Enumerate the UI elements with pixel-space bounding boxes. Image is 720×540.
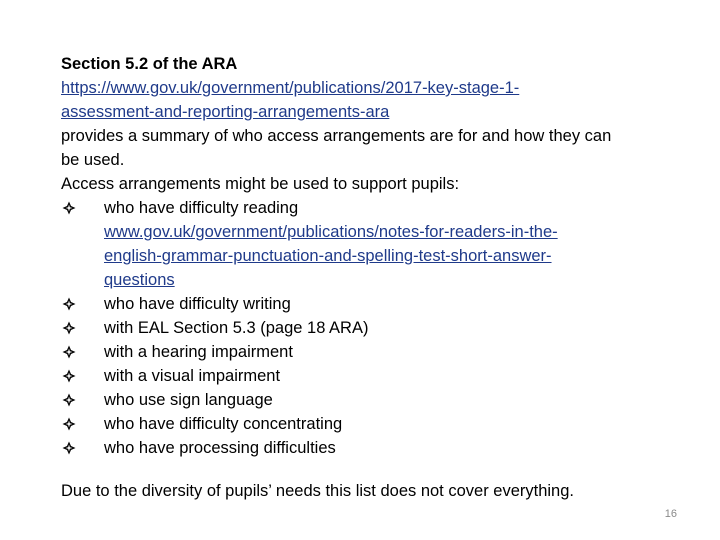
ara-link-line-1[interactable]: https://www.gov.uk/government/publications/2017-key-stage-1-: [61, 79, 520, 97]
list-item: [61, 436, 681, 460]
bullet-text: who use sign language: [104, 391, 273, 409]
diamond-star-bullet-icon: [61, 412, 77, 436]
bullet-text: who have difficulty writing: [104, 295, 291, 313]
bullet-text: who have processing difficulties: [104, 439, 336, 457]
diamond-star-bullet-icon: [61, 196, 77, 220]
ara-link-line-2[interactable]: assessment-and-reporting-arrangements-ara: [61, 103, 390, 121]
list-item: [61, 292, 681, 316]
bullet-text: who have difficulty concentrating: [104, 415, 343, 433]
page-number: 16: [664, 508, 677, 520]
list-item: [61, 196, 681, 292]
diamond-star-bullet-icon: [61, 340, 77, 364]
summary-text-line-2: be used.: [61, 151, 125, 169]
bullet-text: with a hearing impairment: [104, 343, 293, 361]
list-item: [61, 364, 681, 388]
diamond-star-bullet-icon: [61, 316, 77, 340]
diamond-star-bullet-icon: [61, 364, 77, 388]
diamond-star-bullet-icon: [61, 388, 77, 412]
diamond-star-bullet-icon: [61, 436, 77, 460]
readers-notes-link-line-1[interactable]: www.gov.uk/government/publications/notes-for-readers-in-the-: [104, 223, 558, 241]
list-item: [61, 316, 681, 340]
readers-notes-link-line-3[interactable]: questions: [104, 271, 175, 289]
section-title: Section 5.2 of the ARA: [61, 55, 238, 73]
intro-text: Access arrangements might be used to support pupils:: [61, 175, 460, 193]
bullet-text: with EAL Section 5.3 (page 18 ARA): [104, 319, 369, 337]
list-item: [61, 388, 681, 412]
bullet-text: who have difficulty reading: [104, 199, 299, 217]
footer-note: Due to the diversity of pupils’ needs this list does not cover everything.: [61, 482, 574, 500]
bullet-text: with a visual impairment: [104, 367, 281, 385]
list-item: [61, 340, 681, 364]
summary-text-line-1: provides a summary of who access arrangements are for and how they can: [61, 127, 612, 145]
list-item: [61, 412, 681, 436]
access-arrangements-list: [61, 196, 681, 460]
slide-content: [61, 52, 681, 460]
diamond-star-bullet-icon: [61, 292, 77, 316]
readers-notes-link-line-2[interactable]: english-grammar-punctuation-and-spelling-test-short-answer-: [104, 247, 552, 265]
